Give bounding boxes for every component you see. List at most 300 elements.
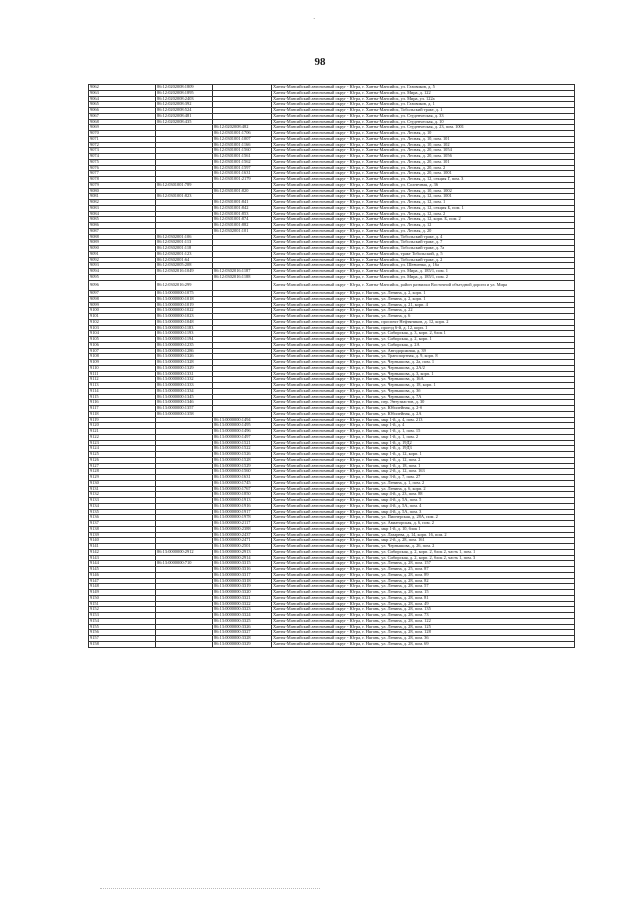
address-cell: Ханты-Мансийский автономный округ - Югра, г. Нягань, мкр 1-й, д. 19Д3 [272, 446, 575, 452]
row-number: 9070 [89, 131, 156, 137]
address-cell: Ханты-Мансийский автономный округ - Югра, г. Нягань, ул. Ленина, д. 25, пом. 87 [272, 567, 575, 573]
cadastral-number: 86:12:0302001:123 [156, 251, 213, 257]
address-cell: Ханты-Мансийский автономный округ - Югра, г. Нягань, ул. Чернышова, д. 16А [272, 377, 575, 383]
row-number: 9114 [89, 388, 156, 394]
premises-cadastral-number: 86:13:0000000:2914 [213, 555, 272, 561]
premises-cadastral-number: 86:13:0000000:3321 [213, 595, 272, 601]
cadastral-number: 86:12:0202008:1809 [156, 85, 213, 91]
cadastral-number: 86:13:0000000:1357 [156, 406, 213, 412]
row-number: 9079 [89, 182, 156, 188]
cadastral-number: 86:13:0000000:1332 [156, 377, 213, 383]
row-number: 9121 [89, 429, 156, 435]
address-cell: Ханты-Мансийский автономный округ - Югра, г. Нягань, ул. Ленина, д. 28, пом. 57 [272, 584, 575, 590]
cadastral-number: 86:12:0302005:208 [156, 263, 213, 269]
row-number: 9073 [89, 148, 156, 154]
premises-cadastral-number: 86:13:0000000:3322 [213, 601, 272, 607]
premises-cadastral-number: 86:12:0202008:482 [213, 125, 272, 131]
cadastral-number: 86:12:0302001:113 [156, 240, 213, 246]
row-number: 9097 [89, 291, 156, 297]
address-cell: Ханты-Мансийский автономный округ - Югра, г. Нягань, ул. Чернышова, д. 7А [272, 394, 575, 400]
cadastral-number: 86:12:0202008:435 [156, 119, 213, 125]
row-number: 9126 [89, 457, 156, 463]
premises-cadastral-number: 86:12:0301001:1560 [213, 148, 272, 154]
premises-cadastral-number: 86:12:0301001:1561 [213, 154, 272, 160]
row-number: 9127 [89, 463, 156, 469]
address-cell: Ханты-Мансийский автономный округ - Югра, г. Нягань, мкр 1-й, д. 1, пом. 15 [272, 429, 575, 435]
premises-cadastral-number: 86:13:0000000:1850 [213, 492, 272, 498]
address-cell: Ханты-Мансийский автономный округ - Югра, г. Ханты-Мансийск, Тобольский тракт, д. 7 [272, 240, 575, 246]
row-number: 9124 [89, 446, 156, 452]
address-cell: Ханты-Мансийский автономный округ - Югра, г. Ханты-Мансийск, ул. Лесная, д. 10 [272, 131, 575, 137]
row-number: 9138 [89, 526, 156, 532]
premises-cadastral-number: 86:12:0301001:1597 [213, 165, 272, 171]
row-number: 9078 [89, 177, 156, 183]
premises-cadastral-number: 86:13:0000000:1496 [213, 429, 272, 435]
premises-cadastral-number: 86:13:0000000:2913 [213, 549, 272, 555]
row-number: 9122 [89, 434, 156, 440]
address-cell: Ханты-Мансийский автономный округ - Югра, г. Ханты-Мансийск, ул. Солнечная, д. 36 [272, 182, 575, 188]
cadastral-number: 86:13:0000000:1329 [156, 365, 213, 371]
premises-cadastral-number: 86:13:0000000:1631 [213, 475, 272, 481]
row-number: 9076 [89, 165, 156, 171]
premises-cadastral-number: 86:13:0000000:3329 [213, 641, 272, 647]
premises-cadastral-number: 86:13:0000000:2471 [213, 538, 272, 544]
address-cell: Ханты-Мансийский автономный округ - Югра, г. Нягань, ул. Сибирская, д. 2, корп. 1 [272, 337, 575, 343]
premises-cadastral-number: 86:13:0000000:1526 [213, 452, 272, 458]
row-number: 9077 [89, 171, 156, 177]
address-cell: Ханты-Мансийский автономный округ - Югра, г. Нягань, ул. Юбилейная, д. 2А [272, 411, 575, 417]
row-number: 9123 [89, 440, 156, 446]
address-cell: Ханты-Мансийский автономный округ - Югра, г. Нягань, ул. Ленина, д. 28, пом. 157 [272, 561, 575, 567]
cadastral-number: 86:12:0301001:823 [156, 194, 213, 200]
address-cell: Ханты-Мансийский автономный округ - Югра, г. Нягань, ул. Автодорожная, д. 39 [272, 348, 575, 354]
address-cell: Ханты-Мансийский автономный округ - Югра, г. Нягань, ул. Ленина, д. 28, пом. 36 [272, 636, 575, 642]
premises-cadastral-number: 86:13:0000000:1916 [213, 503, 272, 509]
premises-cadastral-number: 86:12:0301001:874 [213, 217, 272, 223]
row-number: 9089 [89, 240, 156, 246]
address-cell: Ханты-Мансийский автономный округ - Югра, г. Нягань, ул. Сибирская, д. 3, корп. 2, блок 1 [272, 331, 575, 337]
row-number: 9086 [89, 223, 156, 229]
row-number: 9072 [89, 142, 156, 148]
row-number: 9101 [89, 314, 156, 320]
address-cell: Ханты-Мансийский автономный округ - Югра, г. Нягань, ул. Сибирская, д. 2А [272, 342, 575, 348]
address-cell: Ханты-Мансийский автономный округ - Югра, г. Ханты-Мансийск, ул. Лесная, д. 10, пом. 102 [272, 142, 575, 148]
row-number: 9100 [89, 308, 156, 314]
address-cell: Ханты-Мансийский автономный округ - Югра, г. Ханты-Мансийск, Тобольский тракт, д. 1 [272, 108, 575, 114]
row-number: 9071 [89, 136, 156, 142]
address-cell: Ханты-Мансийский автономный округ - Югра, г. Нягань, ул. Пионерская, д. 28А, пом. 2 [272, 515, 575, 521]
premises-cadastral-number: 86:13:0000000:1560 [213, 469, 272, 475]
address-cell: Ханты-Мансийский автономный округ - Югра, г. Нягань, ул. Ленина, д. 6, корп. 2 [272, 486, 575, 492]
row-number: 9131 [89, 486, 156, 492]
row-number: 9120 [89, 423, 156, 429]
cadastral-number: 86:13:0000000:1358 [156, 411, 213, 417]
premises-cadastral-number: 86:13:0000000:3323 [213, 607, 272, 613]
row-number: 9062 [89, 85, 156, 91]
address-cell: Ханты-Мансийский автономный округ - Югра, г. Нягань, ул. Ленина, д. 28, пом. 128 [272, 630, 575, 636]
row-number: 9112 [89, 377, 156, 383]
address-cell: Ханты-Мансийский автономный округ - Югра, г. Нягань, ул. Чернышова, д. 2А/2 [272, 365, 575, 371]
address-cell: Ханты-Мансийский автономный округ - Югра, г. Нягань, ул. Сибирская, д. 2, корп. 2, блок 2, часть 1, пом. 1 [272, 549, 575, 555]
row-number: 9074 [89, 154, 156, 160]
cadastral-number: 86:13:0000000:1326 [156, 354, 213, 360]
address-cell: Ханты-Мансийский автономный округ - Югра, г. Ханты-Мансийск, ул. Шевченко, д. 16а [272, 263, 575, 269]
premises-cadastral-number: 86:13:0000000:1497 [213, 434, 272, 440]
row-number: 9084 [89, 211, 156, 217]
address-cell: Ханты-Мансийский автономный округ - Югра, г. Ханты-Мансийск, ул. Мира, д. 122 [272, 90, 575, 96]
address-cell: Ханты-Мансийский автономный округ - Югра, г. Нягань, ул. Ленина, д. 28, пом. 135 [272, 607, 575, 613]
address-cell: Ханты-Мансийский автономный округ - Югра, г. Ханты-Мансийск, Тобольский тракт, д. 2 [272, 257, 575, 263]
premises-cadastral-number: 86:13:0000000:2501 [213, 544, 272, 550]
address-cell: Ханты-Мансийский автономный округ - Югра, г. Ханты-Мансийск, Тобольский тракт, д. 4 [272, 234, 575, 240]
address-cell: Ханты-Мансийский автономный округ - Югра, г. Нягань, ул. Ленина, д. 28, пом. 122 [272, 618, 575, 624]
address-cell: Ханты-Мансийский автономный округ - Югра, г. Нягань, мкр 4-й, д. 5А, пом. 5 [272, 498, 575, 504]
address-cell: Ханты-Мансийский автономный округ - Югра, г. Нягань, проспект Нефтяников, д. 12, корп. 2 [272, 319, 575, 325]
row-number: 9119 [89, 417, 156, 423]
address-cell: Ханты-Мансийский автономный округ - Югра, г. Нягань, ул. Ленина, д. 6 [272, 314, 575, 320]
row-number: 9154 [89, 618, 156, 624]
premises-cadastral-number: 86:12:0302016:1187 [213, 269, 272, 275]
row-number: 9110 [89, 365, 156, 371]
row-number: 9107 [89, 348, 156, 354]
address-cell: Ханты-Мансийский автономный округ - Югра, г. Нягань, ул. Ленина, д. 28, пом. 69 [272, 641, 575, 647]
premises-cadastral-number: 86:13:0000000:1913 [213, 498, 272, 504]
table-row [89, 641, 575, 647]
row-number: 9132 [89, 492, 156, 498]
address-cell: Ханты-Мансийский автономный округ - Югра, г. Ханты-Мансийск, ул. Лесная, д. 12, корп. Б, пом. 2 [272, 217, 575, 223]
cadastral-number: 86:12:0202008:481 [156, 113, 213, 119]
row-number: 9153 [89, 613, 156, 619]
row-number: 9095 [89, 274, 156, 280]
row-number: 9064 [89, 96, 156, 102]
address-cell: Ханты-Мансийский автономный округ - Югра, г. Ханты-Мансийск, ул. Студенческая, д. 33 [272, 113, 575, 119]
row-number: 9063 [89, 90, 156, 96]
address-cell: Ханты-Мансийский автономный округ - Югра, г. Нягань, ул. Ленина, д. 2, корп. 1 [272, 291, 575, 297]
row-number: 9090 [89, 246, 156, 252]
row-number: 9151 [89, 601, 156, 607]
row-number: 9145 [89, 567, 156, 573]
row-number: 9139 [89, 532, 156, 538]
premises-cadastral-number: 86:13:0000000:3320 [213, 590, 272, 596]
cadastral-number: 86:13:0000000:1022 [156, 308, 213, 314]
address-cell: Ханты-Мансийский автономный округ - Югра, г. Нягань, ул. Чернышова, д. 3, корп. 1 [272, 371, 575, 377]
row-number: 9093 [89, 263, 156, 269]
address-cell: Ханты-Мансийский автономный округ - Югра, г. Нягань, ул. Ленина, д. 28, пом. 82 [272, 578, 575, 584]
premises-cadastral-number: 86:12:0301001:1562 [213, 159, 272, 165]
row-number: 9137 [89, 521, 156, 527]
cadastral-number: 86:13:0000000:1345 [156, 394, 213, 400]
address-cell: Ханты-Мансийский автономный округ - Югра, г. Ханты-Мансийск, ул. Мира, д. 185/1, пом. 2 [272, 274, 575, 280]
row-number: 9102 [89, 319, 156, 325]
row-number: 9141 [89, 544, 156, 550]
premises-cadastral-number: 86:13:0000000:1767 [213, 486, 272, 492]
address-cell: Ханты-Мансийский автономный округ - Югра, г. Нягань, мкр 1-й, д. 12, пом. 2 [272, 457, 575, 463]
premises-cadastral-number: 86:13:0000000:1978 [213, 515, 272, 521]
cadastral-number: 86:13:0000000:1019 [156, 302, 213, 308]
page-number: 98 [314, 56, 326, 68]
cadastral-number: 86:13:0000000:1235 [156, 342, 213, 348]
row-number: 9106 [89, 342, 156, 348]
row-number: 9147 [89, 578, 156, 584]
row-number: 9092 [89, 257, 156, 263]
row-number: 9080 [89, 188, 156, 194]
cadastral-number: 86:13:0000000:1018 [156, 296, 213, 302]
address-cell: Ханты-Мансийский автономный округ - Югра, г. Нягань, мкр 1-й, д. 4 [272, 423, 575, 429]
row-number: 9158 [89, 641, 156, 647]
cadastral-number: 86:12:0302001:118 [156, 246, 213, 252]
row-number: 9133 [89, 498, 156, 504]
cadastral-number: 86:12:0301001:789 [156, 182, 213, 188]
premises-cadastral-number: 86:13:0000000:1521 [213, 440, 272, 446]
premises-cadastral-number: 86:13:0000000:1495 [213, 423, 272, 429]
address-cell: Ханты-Мансийский автономный округ - Югра, г. Нягань, ул. Ленина, д. 28, пом. 81 [272, 595, 575, 601]
cadastral-number: 86:13:0000000:1183 [156, 325, 213, 331]
cadastral-number: 86:12:0302001:64 [156, 257, 213, 263]
address-cell: Ханты-Мансийский автономный округ - Югра, г. Нягань, ул. Ленина, д. 1, пом. 2 [272, 480, 575, 486]
address-cell: Ханты-Мансийский автономный округ - Югра, г. Нягань, мкр 1-й, д. 4, пом. 213 [272, 417, 575, 423]
cadastral-number: 86:13:0000000:1075 [156, 291, 213, 297]
row-number: 9068 [89, 119, 156, 125]
row-number: 9136 [89, 515, 156, 521]
address-cell: Ханты-Мансийский автономный округ - Югра, г. Ханты-Мансийск, ул. Газовиков, д. 5 [272, 85, 575, 91]
row-number: 9113 [89, 383, 156, 389]
premises-cadastral-number: 86:13:0000000:3318 [213, 578, 272, 584]
premises-cadastral-number: 86:13:0000000:3326 [213, 624, 272, 630]
premises-cadastral-number: 86:12:0301001:1007 [213, 136, 272, 142]
row-number: 9148 [89, 584, 156, 590]
cadastral-number: 86:13:0000000:1331 [156, 371, 213, 377]
premises-cadastral-number: 86:13:0000000:1745 [213, 480, 272, 486]
row-number: 9094 [89, 269, 156, 275]
row-number: 9098 [89, 296, 156, 302]
premises-cadastral-number: 86:12:0301001:2179 [213, 177, 272, 183]
address-cell: Ханты-Мансийский автономный округ - Югра, г. Ханты-Мансийск, ул. Лесная, д. 12, секция Г, пом. 3 [272, 177, 575, 183]
address-cell: Ханты-Мансийский автономный округ - Югра, г. Нягань, ул. Транспортная, д. 9, корп. 8 [272, 354, 575, 360]
row-number: 9115 [89, 394, 156, 400]
premises-cadastral-number: 86:12:0301001:842 [213, 205, 272, 211]
row-number: 9128 [89, 469, 156, 475]
premises-cadastral-number: 86:12:0301001:841 [213, 200, 272, 206]
address-cell: Ханты-Мансийский автономный округ - Югра, г. Ханты-Мансийск, ул. Лесная, д. 12, пом. 1001 [272, 194, 575, 200]
row-number: 9105 [89, 337, 156, 343]
row-number: 9130 [89, 480, 156, 486]
row-number: 9134 [89, 503, 156, 509]
row-number: 9155 [89, 624, 156, 630]
address-cell: Ханты-Мансийский автономный округ - Югра, г. Ханты-Мансийск, ул. Мира, д. 185/1, пом. 1 [272, 269, 575, 275]
cadastral-number: 86:13:0000000:1286 [156, 348, 213, 354]
premises-cadastral-number: 86:13:0000000:3325 [213, 618, 272, 624]
cadastral-number: 86:13:0000000:1328 [156, 360, 213, 366]
row-number: 9069 [89, 125, 156, 131]
address-cell: Ханты-Мансийский автономный округ - Югра, г. Ханты-Мансийск, ул. Лесная, д. 12, пом. 2 [272, 211, 575, 217]
premises-cadastral-number: 86:13:0000000:3328 [213, 636, 272, 642]
row-number: 9142 [89, 549, 156, 555]
row-number: 9082 [89, 200, 156, 206]
table-row [89, 280, 575, 291]
address-cell: Ханты-Мансийский автономный округ - Югра, г. Нягань, проезд 6-й, д. 12, корп. 1 [272, 325, 575, 331]
cadastral-number: 86:12:0202008:1895 [156, 90, 213, 96]
address-cell: Ханты-Мансийский автономный округ - Югра, г. Ханты-Мансийск, ул. Лесная, д. 12 [272, 223, 575, 229]
address-cell: Ханты-Мансийский автономный округ - Югра, г. Нягань, мкр 1-й, д. 10, блок 1 [272, 526, 575, 532]
premises-cadastral-number: 86:13:0000000:3327 [213, 630, 272, 636]
address-cell: Ханты-Мансийский автономный округ - Югра, г. Нягань, мкр 1-й, д. 18, пом. 1 [272, 463, 575, 469]
address-cell: Ханты-Мансийский автономный округ - Югра, г. Нягань, ул. Ленина, д. 28, пом. 49 [272, 601, 575, 607]
cadastral-number: 86:12:0302016:1049 [156, 269, 213, 275]
address-cell: Ханты-Мансийский автономный округ - Югра, г. Нягань, мкр 1-й, д. 12, корп. 1 [272, 452, 575, 458]
row-number: 9117 [89, 406, 156, 412]
row-number: 9125 [89, 452, 156, 458]
premises-cadastral-number: 86:13:0000000:1917 [213, 509, 272, 515]
address-cell: Ханты-Мансийский автономный округ - Югра, г. Ханты-Мансийск, ул. Лесная, д. 20, пом. 1056 [272, 154, 575, 160]
premises-cadastral-number: 86:13:0000000:2117 [213, 521, 272, 527]
row-number: 9075 [89, 159, 156, 165]
row-number: 9143 [89, 555, 156, 561]
address-cell: Ханты-Мансийский автономный округ - Югра, г. Нягань, мкр 4-й, д. 23, пом. 88 [272, 492, 575, 498]
address-cell: Ханты-Мансийский автономный округ - Югра, г. Нягань, ул. Ленина, д. 22 [272, 308, 575, 314]
address-cell: Ханты-Мансийский автономный округ - Югра, г. Нягань, мкр 4-й, д. 5А, пом. 4 [272, 503, 575, 509]
cadastral-number: 86:12:0302016:299 [156, 280, 213, 291]
cadastral-number: 86:12:0202008:392 [156, 102, 213, 108]
address-cell: Ханты-Мансийский автономный округ - Югра, г. Нягань, ул. Ленина, д. 28, пом. 73 [272, 613, 575, 619]
address-cell: Ханты-Мансийский автономный округ - Югра, г. Нягань, ул. Авиаторская, д. 6, пом. 2 [272, 521, 575, 527]
address-cell: Ханты-Мансийский автономный округ - Югра, г. Нягань, ул. Чернышова, д. 2а, пом. 1 [272, 360, 575, 366]
address-cell: Ханты-Мансийский автономный округ - Югра, г. Нягань, мкр 4-й, д. 5А, пом. 3 [272, 509, 575, 515]
row-number: 9109 [89, 360, 156, 366]
address-cell: Ханты-Мансийский автономный округ - Югра, г. Нягань, ул. Ленина, д. 28, пом. 15 [272, 590, 575, 596]
address-cell: Ханты-Мансийский автономный округ - Югра, г. Нягань, мкр 2-й, д. 28, пом. 161 [272, 538, 575, 544]
cadastral-number: 86:13:0000000:1333 [156, 383, 213, 389]
premises-cadastral-number: 86:12:0301001:820 [213, 188, 272, 194]
row-number: 9088 [89, 234, 156, 240]
premises-cadastral-number: 86:12:0301001:1706 [213, 131, 272, 137]
registry-table-body [89, 85, 575, 648]
premises-cadastral-number: 86:13:0000000:1528 [213, 457, 272, 463]
premises-cadastral-number: 86:13:0000000:2437 [213, 532, 272, 538]
address-cell: Ханты-Мансийский автономный округ - Югра, г. Нягань, ул. Ленина, д. 2, корп. 1 [272, 296, 575, 302]
address-cell: Ханты-Мансийский автономный округ - Югра, г. Ханты-Мансийск, ул. Газовиков, д. 1 [272, 102, 575, 108]
row-number: 9087 [89, 228, 156, 234]
address-cell: Ханты-Мансийский автономный округ - Югра, г. Ханты-Мансийск, ул. Студенческая, д. 10 [272, 119, 575, 125]
address-cell: Ханты-Мансийский автономный округ - Югра, г. Нягань, ул. Чернышова, д. 18, корп. 1 [272, 383, 575, 389]
address-cell: Ханты-Мансийский автономный округ - Югра, г. Ханты-Мансийск, Тобольский тракт, д. 7а [272, 246, 575, 252]
address-cell: Ханты-Мансийский автономный округ - Югра, г. Ханты-Мансийск, ул. Лесная, д. 10, пом. 101 [272, 136, 575, 142]
premises-cadastral-number: 86:12:0302001:101 [213, 228, 272, 234]
row-number: 9150 [89, 595, 156, 601]
address-cell: Ханты-Мансийский автономный округ - Югра, г. Нягань, мкр 3-й, д. 7, пом. 27 [272, 475, 575, 481]
address-cell: Ханты-Мансийский автономный округ - Югра, г. Нягань, мкр 1-й, д. 1, пом. 2 [272, 434, 575, 440]
address-cell: Ханты-Мансийский автономный округ - Югра, г. Нягань, ул. Чернышова, д. 3б [272, 388, 575, 394]
row-number: 9091 [89, 251, 156, 257]
premises-cadastral-number: 86:13:0000000:3324 [213, 613, 272, 619]
cadastral-number: 86:13:0000000:1334 [156, 388, 213, 394]
row-number: 9085 [89, 217, 156, 223]
cadastral-number: 86:12:0202008:2403 [156, 96, 213, 102]
address-cell: Ханты-Мансийский автономный округ - Югра, г. Нягань, ул. Ленина, д. 21, корп. 4 [272, 302, 575, 308]
address-cell: Ханты-Мансийский автономный округ - Югра, г. Нягань, ул. Сибирская, д. 2, корп. 2, блок 2, часть 1, пом. 3 [272, 555, 575, 561]
cadastral-number: 86:13:0000000:1194 [156, 337, 213, 343]
row-number: 9104 [89, 331, 156, 337]
row-number: 9066 [89, 108, 156, 114]
address-cell: Ханты-Мансийский автономный округ - Югра, г. Ханты-Мансийск, ул. Лесная, д. 20, пом. 101 [272, 159, 575, 165]
premises-cadastral-number: 86:13:0000000:1522 [213, 446, 272, 452]
footer-faint-text [100, 884, 320, 889]
cadastral-number [156, 641, 213, 647]
premises-cadastral-number: 86:12:0301001:853 [213, 211, 272, 217]
address-cell: Ханты-Мансийский автономный округ - Югра, г. Нягань, пер. Энтузиастов, д. 30 [272, 400, 575, 406]
address-cell: Ханты-Мансийский автономный округ - Югра, г. Нягань, ул. Чернышова, д. 26, пом. 2 [272, 544, 575, 550]
cadastral-number: 86:13:0000000:2912 [156, 549, 213, 555]
row-number: 9144 [89, 561, 156, 567]
row-number: 9067 [89, 113, 156, 119]
premises-cadastral-number: 86:12:0301001:1166 [213, 142, 272, 148]
premises-cadastral-number: 86:13:0000000:3317 [213, 572, 272, 578]
address-cell: Ханты-Мансийский автономный округ - Югра, г. Ханты-Мансийск, ул. Студенческая, д. 23, пом. 1001 [272, 125, 575, 131]
premises-cadastral-number: 86:13:0000000:3315 [213, 561, 272, 567]
row-number: 9096 [89, 280, 156, 291]
row-number: 9111 [89, 371, 156, 377]
row-number: 9081 [89, 194, 156, 200]
row-number: 9083 [89, 205, 156, 211]
address-cell: Ханты-Мансийский автономный округ - Югра, г. Ханты-Мансийск, ул. Мира, ул. 122а [272, 96, 575, 102]
row-number: 9135 [89, 509, 156, 515]
row-number: 9129 [89, 475, 156, 481]
row-number: 9103 [89, 325, 156, 331]
premises-cadastral-number: 86:12:0302016:1188 [213, 274, 272, 280]
address-cell: Ханты-Мансийский автономный округ - Югра, г. Нягань, мкр 1-й, д. 19Д2 [272, 440, 575, 446]
cadastral-number: 86:12:0202008:524 [156, 108, 213, 114]
cadastral-number: 86:13:0000000:1048 [156, 319, 213, 325]
premises-cadastral-number: 86:13:0000000:1494 [213, 417, 272, 423]
address-cell: Ханты-Мансийский автономный округ - Югра, г. Нягань, ул. Лазарева, д. 14, корп. 16, пом. 2 [272, 532, 575, 538]
cadastral-number: 86:13:0000000:1193 [156, 331, 213, 337]
row-number: 9146 [89, 572, 156, 578]
premises-cadastral-number: 86:12:0301001:1631 [213, 171, 272, 177]
address-cell: Ханты-Мансийский автономный округ - Югра, г. Ханты-Мансийск, район развилки Восточной объездной дороги и ул. Мира [272, 280, 575, 291]
premises-cadastral-number: 86:13:0000000:1529 [213, 463, 272, 469]
address-cell: Ханты-Мансийский автономный округ - Югра, г. Ханты-Мансийск, ул. Лесная, д. 12, пом. 1 [272, 200, 575, 206]
address-cell: Ханты-Мансийский автономный округ - Югра, г. Ханты-Мансийск, ул. Лесная, д. 20, пом. 1001 [272, 171, 575, 177]
registry-table [88, 84, 575, 648]
premises-cadastral-number: 86:13:0000000:3316 [213, 567, 272, 573]
address-cell: Ханты-Мансийский автономный округ - Югра, г. Нягань, ул. Ленина, д. 28, пом. 89 [272, 572, 575, 578]
row-number: 9140 [89, 538, 156, 544]
row-number: 9099 [89, 302, 156, 308]
address-cell: Ханты-Мансийский автономный округ - Югра, г. Ханты-Мансийск, ул. Лесная, д. 20 [272, 228, 575, 234]
premises-cadastral-number [213, 280, 272, 291]
cadastral-number: 86:12:0302001:106 [156, 234, 213, 240]
premises-cadastral-number: 86:13:0000000:3319 [213, 584, 272, 590]
cadastral-number: 86:13:0000000:1346 [156, 400, 213, 406]
row-number: 9108 [89, 354, 156, 360]
address-cell: Ханты-Мансийский автономный округ - Югра, г. Нягань, ул. Юбилейная, д. 2-б [272, 406, 575, 412]
premises-cadastral-number: 86:13:0000000:2388 [213, 526, 272, 532]
address-cell: Ханты-Мансийский автономный округ - Югра, г. Ханты-Мансийск, тракт Тобольский, д. 5 [272, 251, 575, 257]
row-number: 9152 [89, 607, 156, 613]
address-cell: Ханты-Мансийский автономный округ - Югра, г. Ханты-Мансийск, ул. Лесная, д. 20, пом. 1054 [272, 148, 575, 154]
address-cell: Ханты-Мансийский автономный округ - Югра, г. Нягань, мкр 2-й, д. 12, пом. 163 [272, 469, 575, 475]
row-number: 9116 [89, 400, 156, 406]
cadastral-number: 86:13:0000000:1023 [156, 314, 213, 320]
cadastral-number: 86:13:0000000:710 [156, 561, 213, 567]
top-mark: · [313, 15, 316, 23]
address-cell: Ханты-Мансийский автономный округ - Югра, г. Ханты-Мансийск, ул. Лесная, д. 20, пом. 2 [272, 165, 575, 171]
address-cell: Ханты-Мансийский автономный округ - Югра, г. Ханты-Мансийск, ул. Лесная, д. 12, секция Б, пом. 1 [272, 205, 575, 211]
row-number: 9149 [89, 590, 156, 596]
address-cell: Ханты-Мансийский автономный округ - Югра, г. Ханты-Мансийск, ул. Лесная, д. 10, пом. 1002 [272, 188, 575, 194]
row-number: 9118 [89, 411, 156, 417]
premises-cadastral-number: 86:12:0301001:882 [213, 223, 272, 229]
row-number: 9156 [89, 630, 156, 636]
